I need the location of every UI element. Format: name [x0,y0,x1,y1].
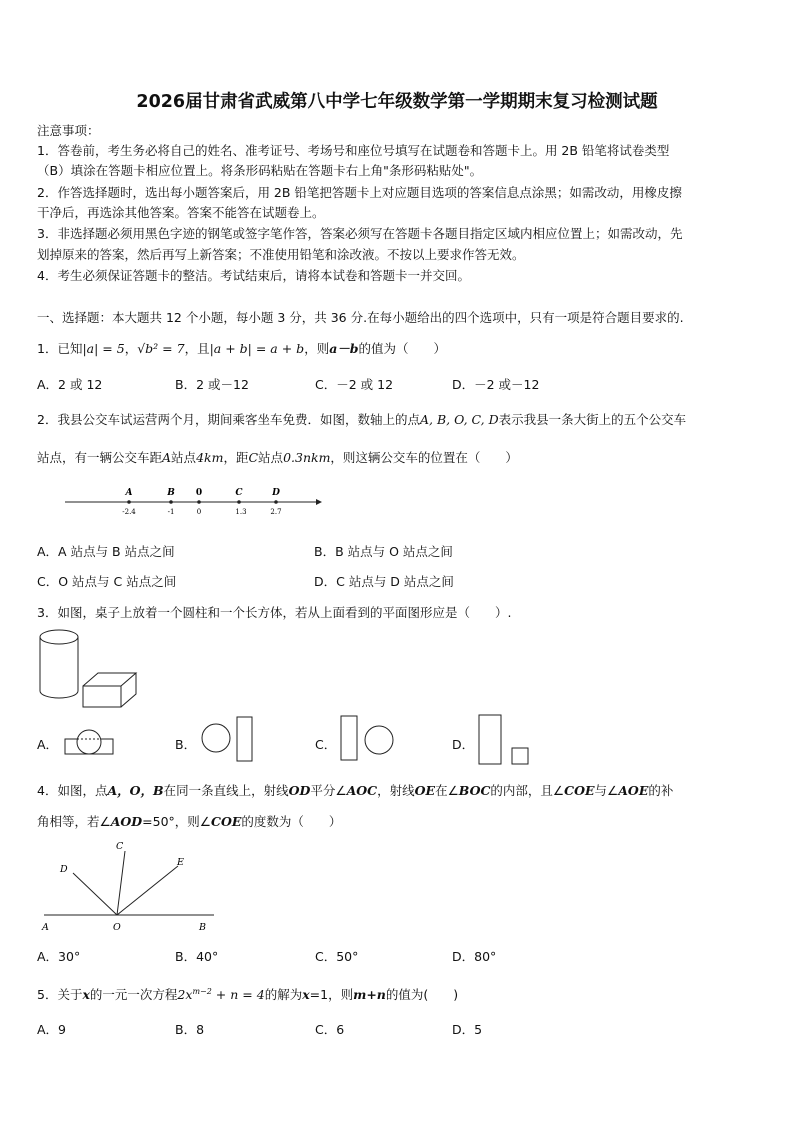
axis-point [197,500,201,504]
point-label-c: C [116,841,124,852]
option-a: A．2 或 12 [37,377,103,392]
axis-letter-b: B [167,488,175,498]
axis-letter-a: A [125,488,133,498]
axis-point [169,500,173,504]
option-a-label: A． [37,737,59,752]
question-3: 3．如图，桌子上放着一个圆柱和一个长方体，若从上面看到的平面图形应是（ ）. [37,605,512,620]
point-label-o: O [113,922,121,933]
axis-value: -1 [167,508,175,516]
question-5: 5．关于x的一元一次方程$2x^{m-2} + n = 4$的解为x=1，则m+n的值为( ) [37,986,459,1002]
point-label-b: B [199,922,206,933]
option-b-figure [198,715,258,765]
notice-line: 1．答卷前，考生务必将自己的姓名、准考证号、考场号和座位号填写在试题卷和答题卡上。用 2B 铅笔将试卷类型 [37,143,670,158]
angle-figure [36,838,216,936]
math-expr: |a| = 5 [82,341,125,356]
point-label-a: A [42,922,49,933]
option-a-figure [62,722,118,762]
page-title: 2026届甘肃省武威第八中学七年级数学第一学期期末复习检测试题 [136,92,658,112]
section-heading: 一、选择题：本大题共 12 个小题，每小题 3 分，共 36 分.在每小题给出的四个选项中，只有一项是符合题目要求的. [37,310,684,325]
notice-line: 4．考生必须保证答题卡的整洁。考试结束后，请将本试卷和答题卡一并交回。 [37,268,470,283]
option-c-figure [338,713,398,763]
notice-line: 干净后，再选涂其他答案。答案不能答在试题卷上。 [37,205,325,220]
option-b: B．B 站点与 O 站点之间 [314,544,453,559]
option-c: C．－2 或 12 [315,377,394,392]
number-line-figure [60,483,325,523]
option-c-label: C． [315,737,337,752]
option-d: D．5 [452,1022,483,1037]
question-1: 1．已知|a| = 5，√b² = 7，且|a + b| = a + b，则a－b的值为（ ） [37,341,447,356]
option-d-label: D． [452,737,475,752]
axis-value: 1.3 [235,508,247,516]
axis-letter-c: C [235,488,243,498]
option-a: A．A 站点与 B 站点之间 [37,544,175,559]
option-b: B．8 [175,1022,205,1037]
option-c: C．6 [315,1022,345,1037]
axis-point [127,500,131,504]
notice-heading: 注意事项： [37,123,100,138]
question-4-line1: 4．如图，点A，O，B在同一条直线上，射线OD平分∠AOC，射线OE在∠BOC的内部，且∠COE与∠AOE的补 [37,783,674,798]
cylinder-cuboid-figure [36,625,146,713]
math-expr: √b² = 7 [137,341,185,356]
notice-line: 3．非选择题必须用黑色字迹的钢笔或签字笔作答，答案必须写在答题卡各题目指定区域内相应位置上；如需改动，先 [37,226,683,241]
axis-point [274,500,278,504]
notice-line: 2．作答选择题时，选出每小题答案后，用 2B 铅笔把答题卡上对应题目选项的答案信息点涂黑；如需改动，用橡皮擦 [37,185,682,200]
option-d: D．80° [452,949,497,964]
math-expr: 2x [177,987,193,1002]
axis-letter-o: 0 [195,488,203,498]
point-label-d: D [60,864,68,875]
notice-line: （B）填涂在答题卡相应位置上。将条形码粘贴在答题卡右上角"条形码粘贴处"。 [37,163,483,178]
math-expr: |a + b| = a + b [209,341,305,356]
option-b-label: B． [175,737,197,752]
question-4-line2: 角相等，若∠AOD=50°，则∠COE的度数为（ ） [37,814,342,829]
option-c: C．50° [315,949,359,964]
option-b: B．2 或－12 [175,377,249,392]
axis-value: -2.4 [122,508,136,516]
axis-letter-d: D [272,488,280,498]
point-label-e: E [177,857,184,868]
option-a: A．9 [37,1022,67,1037]
option-c: C．O 站点与 C 站点之间 [37,574,177,589]
option-d-figure [476,712,534,768]
option-d: D．－2 或－12 [452,377,540,392]
axis-point [237,500,241,504]
question-2-line2: 站点，有一辆公交车距A站点4km，距C站点0.3nkm，则这辆公交车的位置在（ ） [37,450,518,465]
notice-line: 划掉原来的答案，然后再写上新答案；不准使用铅笔和涂改液。不按以上要求作答无效。 [37,247,525,262]
option-b: B．40° [175,949,219,964]
option-d: D．C 站点与 D 站点之间 [314,574,454,589]
axis-value: 2.7 [270,508,282,516]
option-a: A．30° [37,949,81,964]
math-expr: a－b [329,341,359,356]
question-2-line1: 2．我县公交车试运营两个月，期间乘客坐车免费．如图，数轴上的点A, B, O, C, D表示我县一条大街上的五个公交车 [37,412,687,427]
axis-value: 0 [196,508,202,516]
